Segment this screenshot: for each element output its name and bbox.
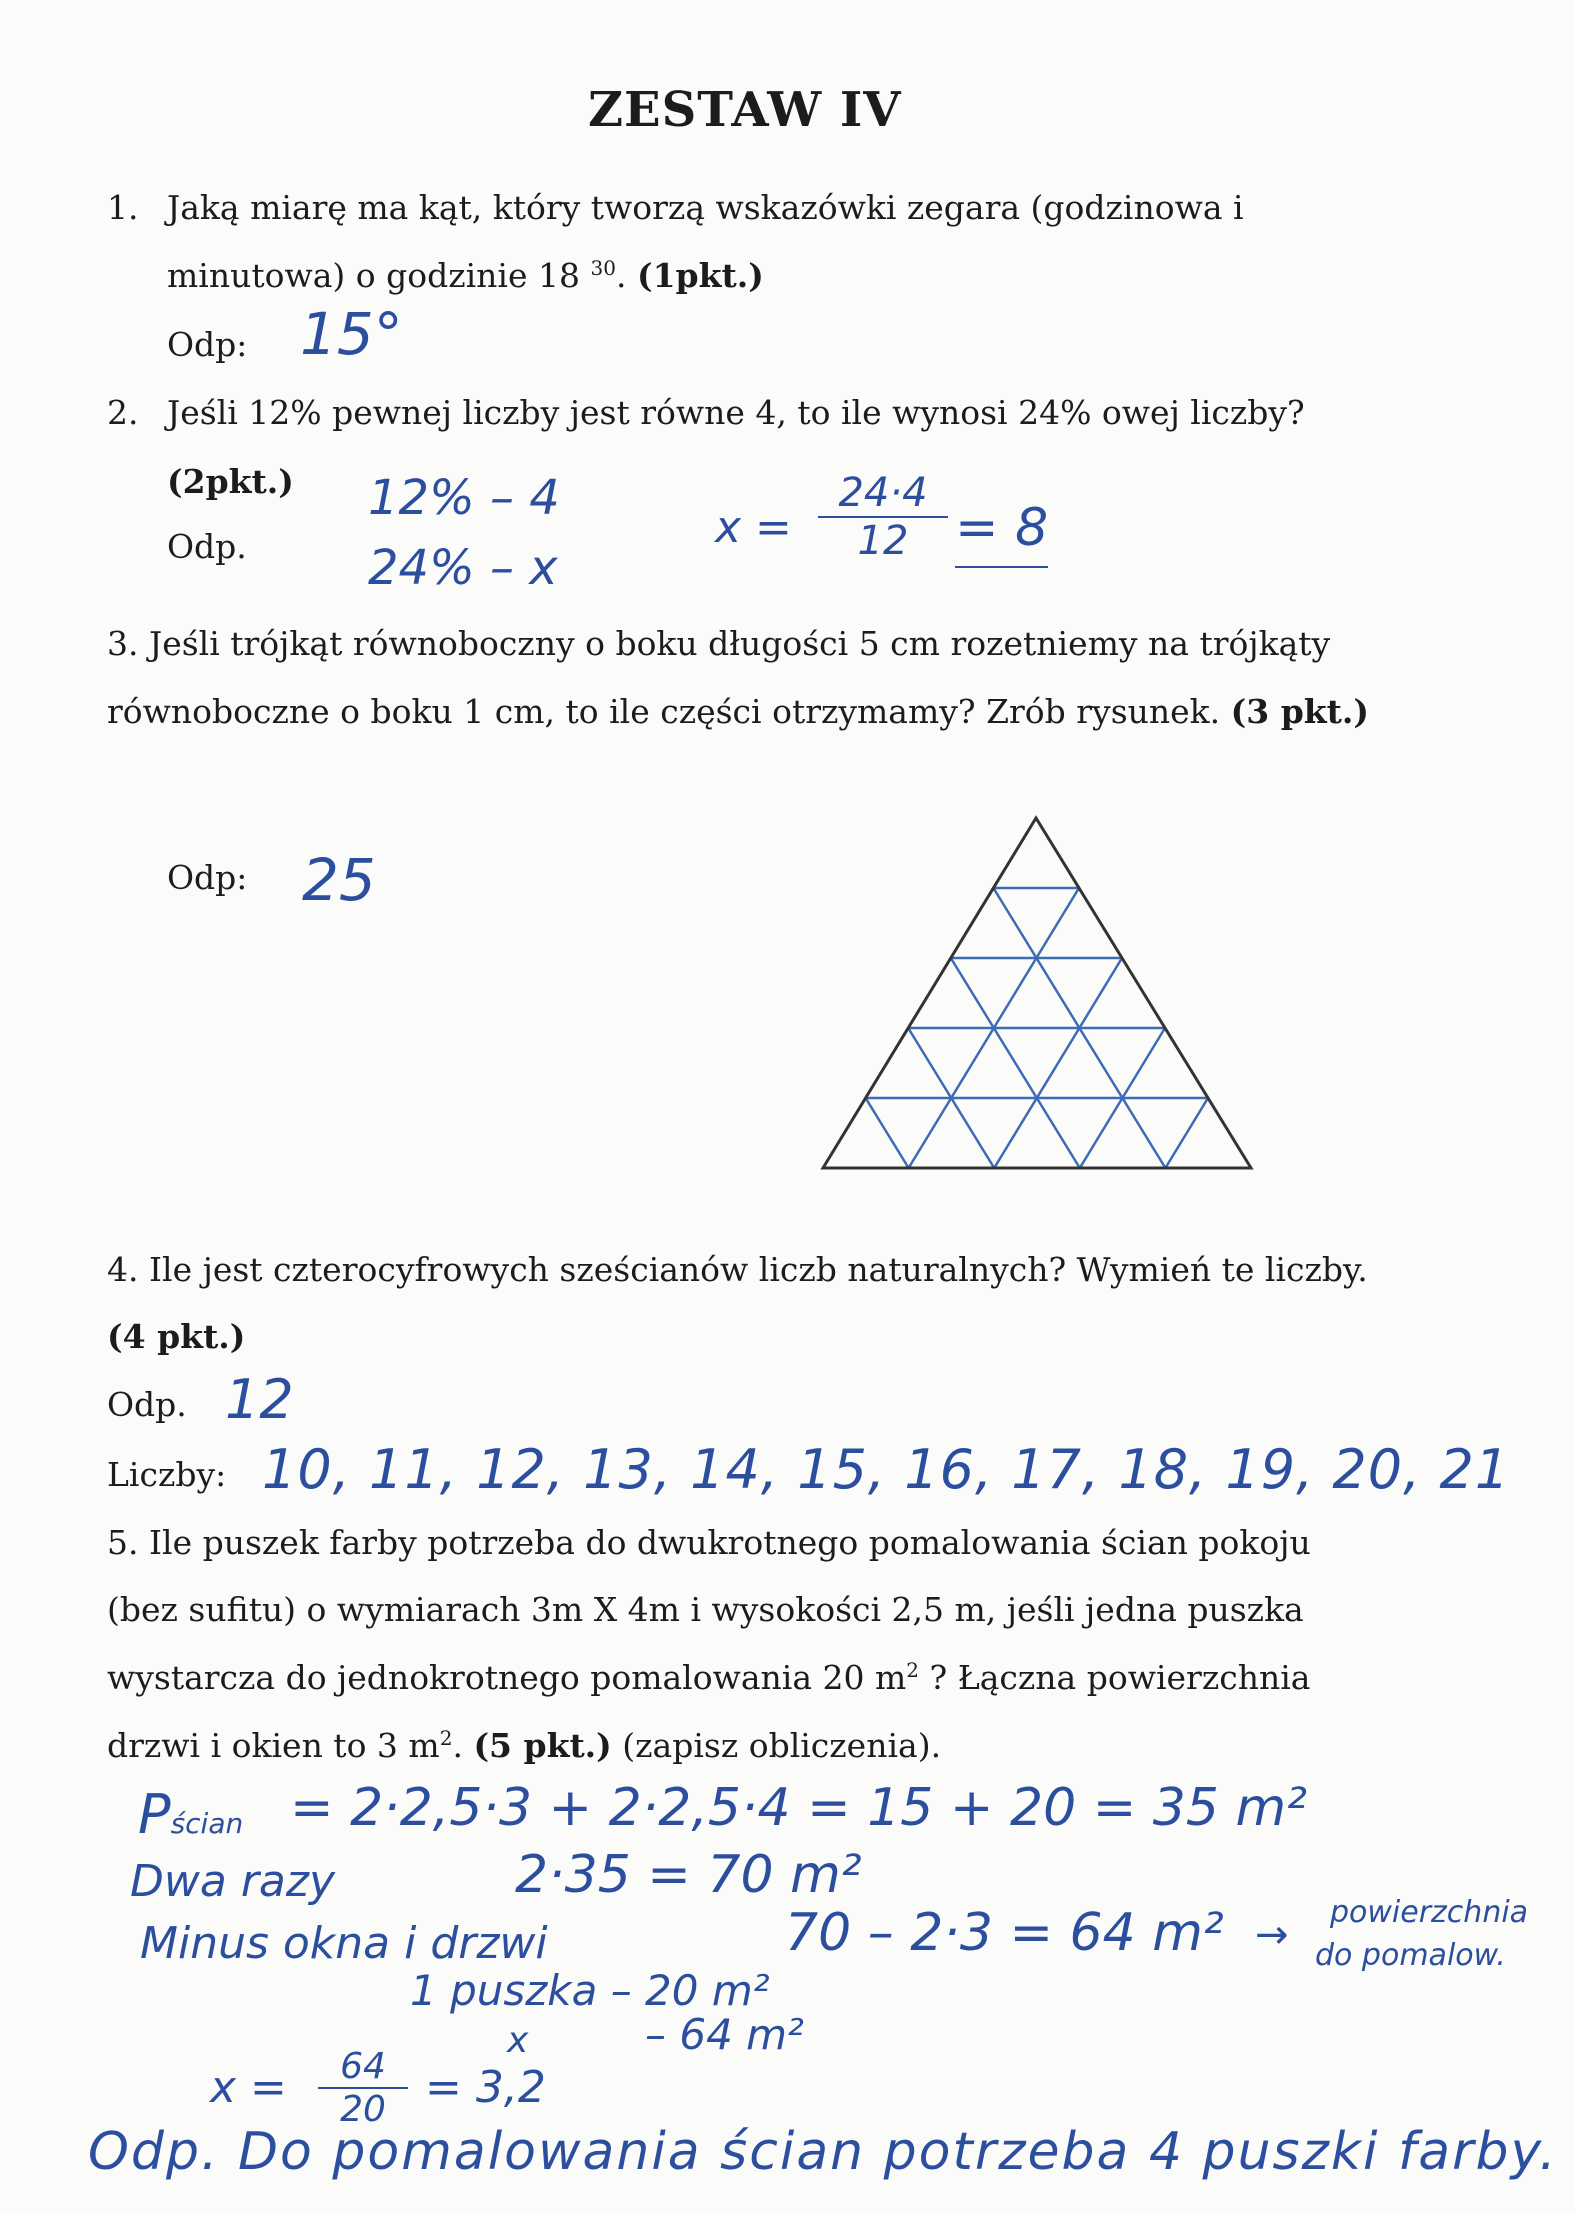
q3-line1: 3. Jeśli trójkąt równoboczny o boku długości 5 cm rozetniemy na trójkąty <box>107 624 1331 663</box>
q5-hw-fraction <box>318 2046 408 2130</box>
q5-hw-dwa-eq: 2·35 = 70 m² <box>515 1845 862 1905</box>
q5-points: (5 pkt.) <box>473 1726 612 1765</box>
grid-line-left <box>1165 1098 1208 1168</box>
q2-odp-label: Odp. <box>167 527 247 566</box>
q3-points: (3 pkt.) <box>1230 692 1370 731</box>
q1-points: (1pkt.) <box>636 256 764 295</box>
q5-hw-x-res: = 3,2 <box>425 2062 546 2113</box>
q2-hw-row2: 24% – x <box>368 540 558 596</box>
page-title: ZESTAW IV <box>588 82 902 138</box>
q5-hw-prop-x: x <box>507 2020 529 2061</box>
q1-line2-dot: . <box>615 256 627 295</box>
q1-line2-text: minutowa) o godzinie 18 <box>167 256 580 295</box>
q1-time-sup: 30 <box>590 256 616 280</box>
q5-hw-note2: do pomalow. <box>1315 1938 1506 1973</box>
q5-hw-p: P <box>138 1783 171 1846</box>
q5-hw-x-den: 20 <box>318 2087 408 2130</box>
q5-hw-minus-label: Minus okna i drzwi <box>140 1918 548 1969</box>
q1-answer: 15° <box>300 300 403 368</box>
grid-line-left <box>994 958 1122 1168</box>
grid-line-right <box>951 958 1080 1168</box>
q3-line2-text: równoboczne o boku 1 cm, to ile części otrzymamy? Zrób rysunek. <box>107 692 1221 731</box>
q5-line4 <box>107 1726 941 1766</box>
q5-line3 <box>107 1658 1310 1698</box>
q5-line4-sup: 2 <box>439 1726 453 1750</box>
q4-answer: 12 <box>225 1368 294 1431</box>
q4-liczby-label: Liczby: <box>107 1455 227 1494</box>
q5-line3-rest: ? Łączna powierzchnia <box>919 1658 1311 1697</box>
q5-hw-p-label <box>138 1783 243 1846</box>
q2-line1: Jeśli 12% pewnej liczby jest równe 4, to ile wynosi 24% owej liczby? <box>167 393 1305 432</box>
q2-hw-result: = 8 <box>955 498 1048 568</box>
q5-hw-minus-eq: 70 – 2·3 = 64 m² <box>785 1903 1224 1963</box>
q5-line2: (bez sufitu) o wymiarach 3m X 4m i wysokości 2,5 m, jeśli jedna puszka <box>107 1590 1304 1629</box>
q2-hw-x: x = <box>715 502 792 553</box>
q2-number: 2. <box>107 393 139 432</box>
q5-hw-final: Odp. Do pomalowania ścian potrzeba 4 puszki farby. <box>88 2122 1558 2182</box>
q5-hw-note1: powierzchnia <box>1330 1895 1529 1930</box>
q5-line3-sup: 2 <box>906 1658 920 1682</box>
q2-hw-denominator: 12 <box>818 516 948 564</box>
q5-line4-text: drzwi i okien to 3 m <box>107 1726 440 1765</box>
q1-number: 1. <box>107 188 139 227</box>
q2-hw-numerator: 24·4 <box>838 470 928 516</box>
q5-hw-arrow: → <box>1255 1912 1289 1958</box>
q5-hw-x-eq: x = <box>210 2062 287 2113</box>
q3-odp-label: Odp: <box>167 858 248 897</box>
q4-points: (4 pkt.) <box>107 1317 246 1356</box>
q5-hw-prop1: 1 puszka – 20 m² <box>410 1966 770 2015</box>
q1-odp-label: Odp: <box>167 325 248 364</box>
q4-liczby: 10, 11, 12, 13, 14, 15, 16, 17, 18, 19, 20, 21 <box>262 1438 1511 1501</box>
q5-line4-mid: . <box>452 1726 474 1765</box>
q5-hw-p-sub: ścian <box>170 1807 244 1840</box>
q5-line4-rest: (zapisz obliczenia). <box>611 1726 942 1765</box>
q1-line1: Jaką miarę ma kąt, który tworzą wskazówki zegara (godzinowa i <box>167 188 1244 227</box>
q5-hw-prop2: – 64 m² <box>645 2010 804 2059</box>
q5-hw-p-eq: = 2·2,5·3 + 2·2,5·4 = 15 + 20 = 35 m² <box>290 1778 1307 1838</box>
q5-hw-x-num: 64 <box>340 2046 386 2087</box>
grid-line-right <box>866 1098 909 1168</box>
q5-line1: 5. Ile puszek farby potrzeba do dwukrotnego pomalowania ścian pokoju <box>107 1523 1311 1562</box>
q5-line3-text: wystarcza do jednokrotnego pomalowania 20 m <box>107 1658 907 1697</box>
q3-answer: 25 <box>302 846 376 914</box>
q5-hw-dwa-label: Dwa razy <box>130 1856 336 1907</box>
q2-hw-row1: 12% – 4 <box>368 470 560 526</box>
q4-line1: 4. Ile jest czterocyfrowych sześcianów liczb naturalnych? Wymień te liczby. <box>107 1250 1368 1289</box>
q2-points: (2pkt.) <box>167 462 294 501</box>
triangle-outline <box>823 818 1251 1168</box>
q4-odp-label: Odp. <box>107 1385 187 1424</box>
